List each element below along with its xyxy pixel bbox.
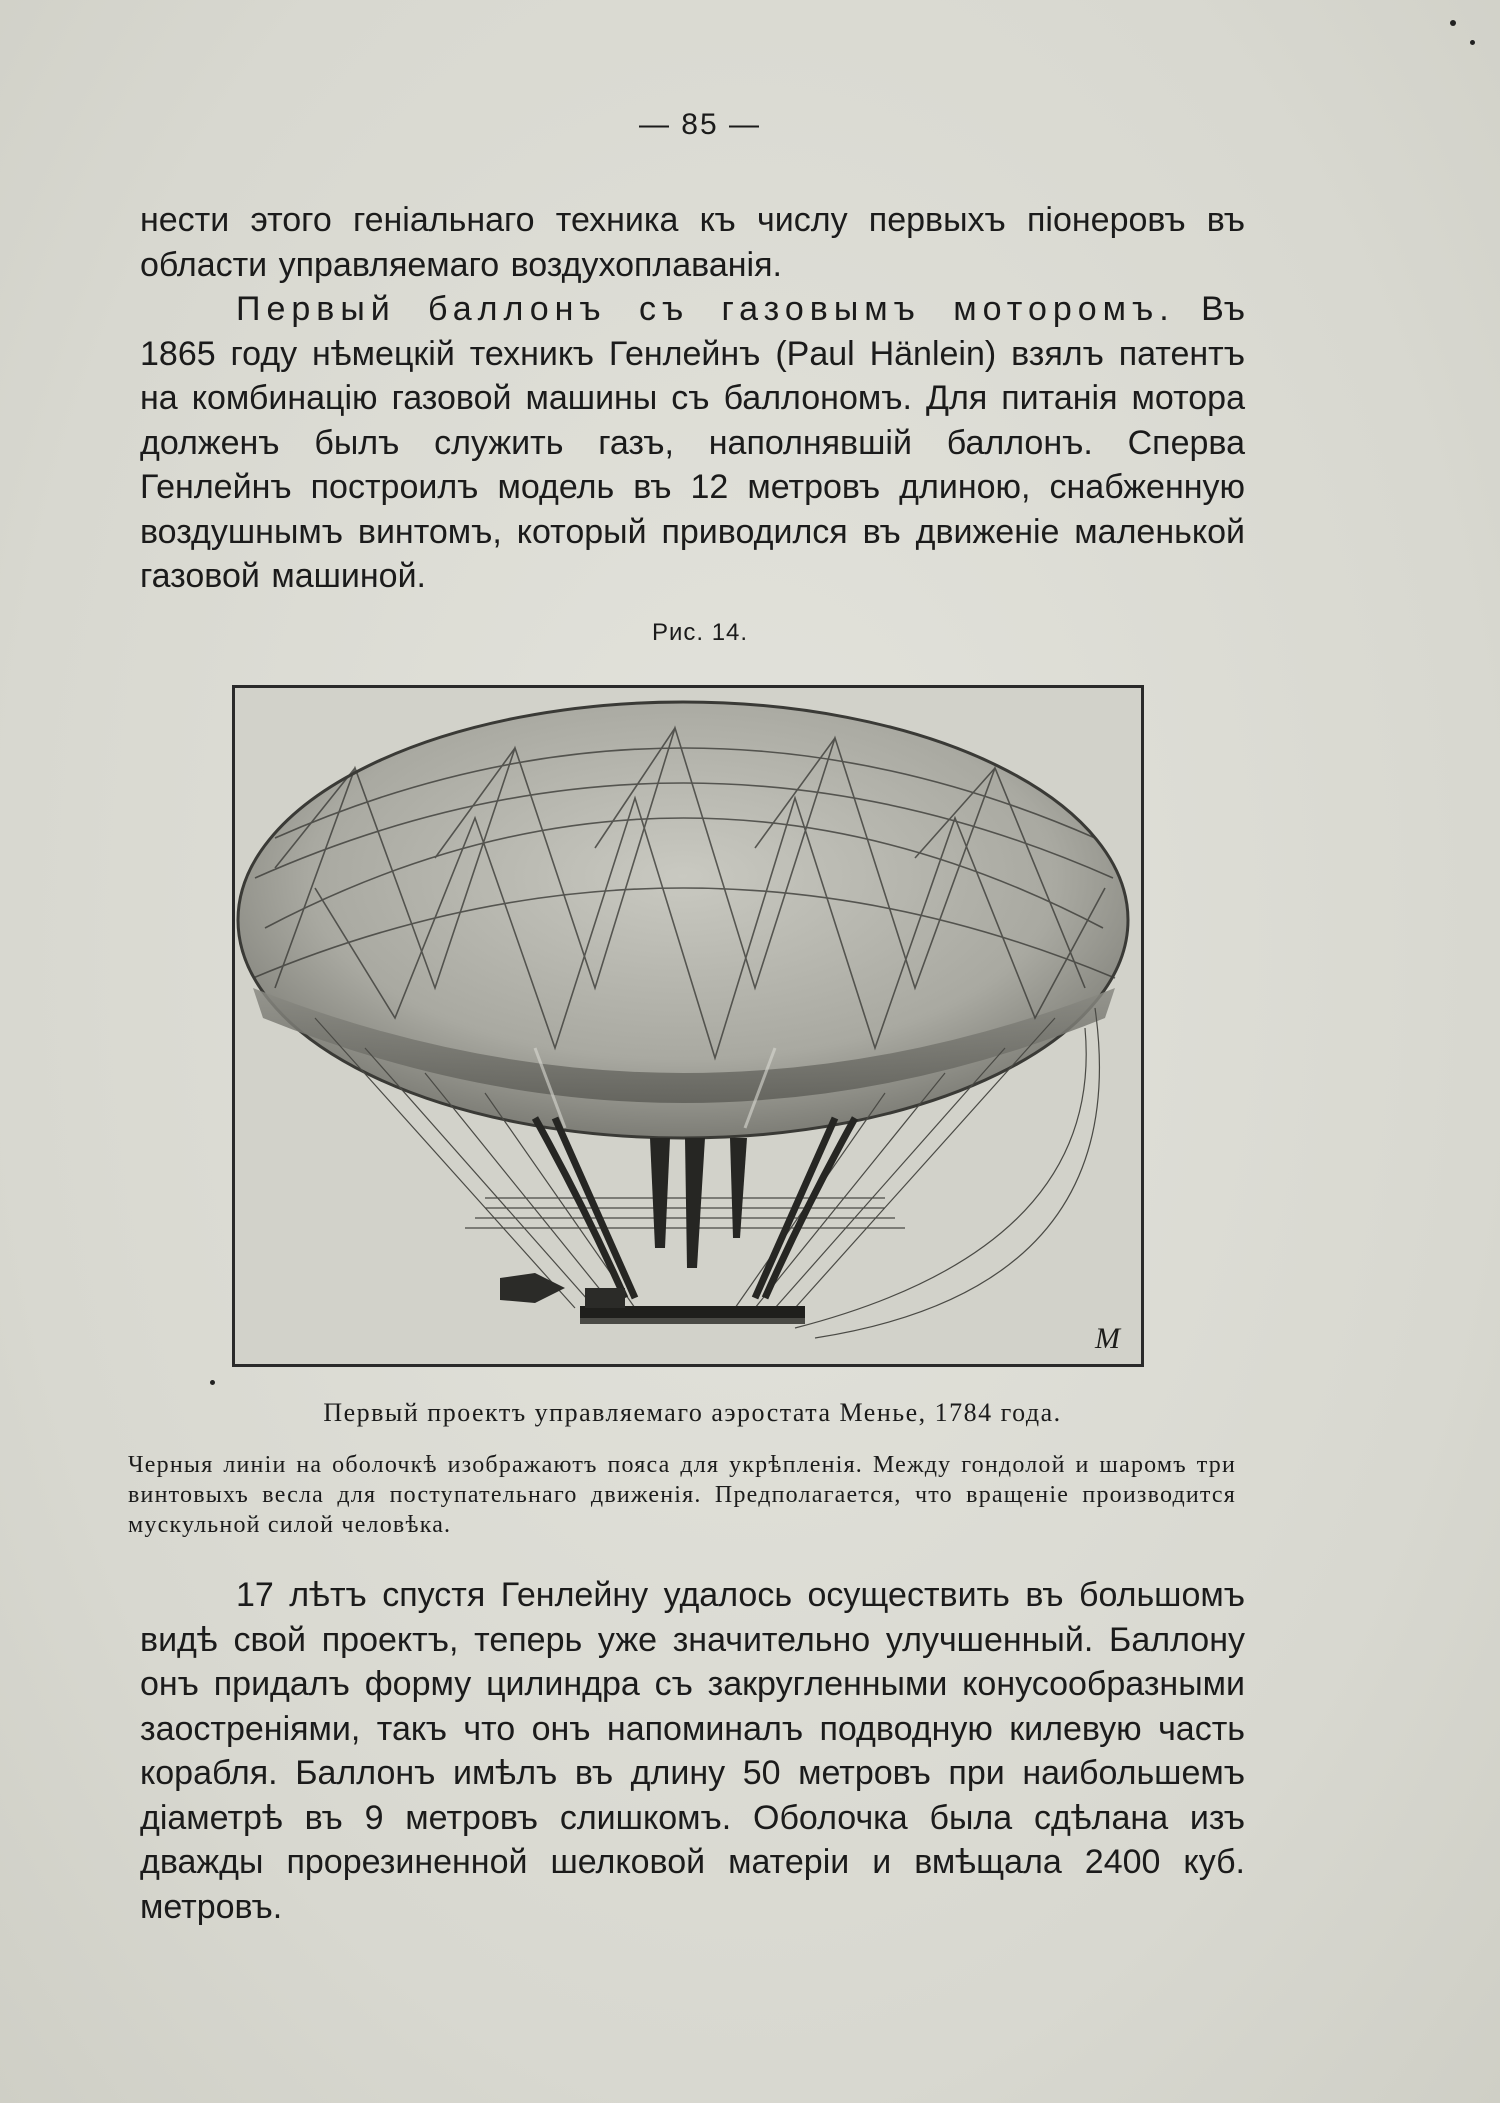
- page-number: — 85 —: [638, 108, 762, 141]
- section-heading: Первый баллонъ съ газовымъ моторомъ.: [236, 290, 1175, 328]
- paragraph-continued: нести этого геніальнаго техника къ числу первыхъ піонеровъ въ области управляемаго воздухоплаванія.: [140, 201, 1245, 284]
- paragraph-body: 17 лѣтъ спустя Генлейну удалось осуществить въ большомъ видѣ свой проектъ, теперь уже значительно улучшенный. Баллону онъ придалъ форму цилиндра съ закругленными конусообразными заостреніями, такъ что онъ напоминалъ подводную килевую часть корабля. Баллонъ имѣлъ въ длину 50 метровъ при наибольшемъ діаметрѣ въ 9 метровъ слишкомъ. Оболочка была сдѣлана изъ дважды прорезиненной шелковой матеріи и вмѣщала 2400 куб. метровъ.: [140, 1576, 1245, 1926]
- scan-speck: [1470, 40, 1475, 45]
- paragraph-first-balloon: [140, 287, 1245, 599]
- engraver-signature: M: [1095, 1322, 1120, 1355]
- scan-speck: [210, 1380, 215, 1385]
- figure-caption-note: Черныя линіи на оболочкѣ изображаютъ пояса для укрѣпленія. Между гондолой и шаромъ три винтовыхъ весла для поступательнаго движенія. Предполагается, что вращеніе производится мускульной силой человѣка.: [128, 1452, 1236, 1538]
- airship-engraving: [235, 688, 1141, 1364]
- figure-airship-illustration: [232, 685, 1144, 1367]
- paragraph-later-balloon: [140, 1573, 1245, 1929]
- scan-speck: [1450, 20, 1456, 26]
- figure-label: Рис. 14.: [651, 619, 749, 646]
- paragraph-body: Въ 1865 году нѣмецкій техникъ Генлейнъ (Paul Hänlein) взялъ патентъ на комбинацію газовой машины съ баллономъ. Для питанія мотора долженъ былъ служить газъ, наполнявшій баллонъ. Сперва Генлейнъ построилъ модель въ 12 метровъ длиною, снабженную воздушнымъ винтомъ, который приводился въ движеніе маленькой газовой машиной.: [140, 290, 1245, 595]
- figure-caption-title: Первый проектъ управляемаго аэростата Менье, 1784 года.: [323, 1398, 1062, 1427]
